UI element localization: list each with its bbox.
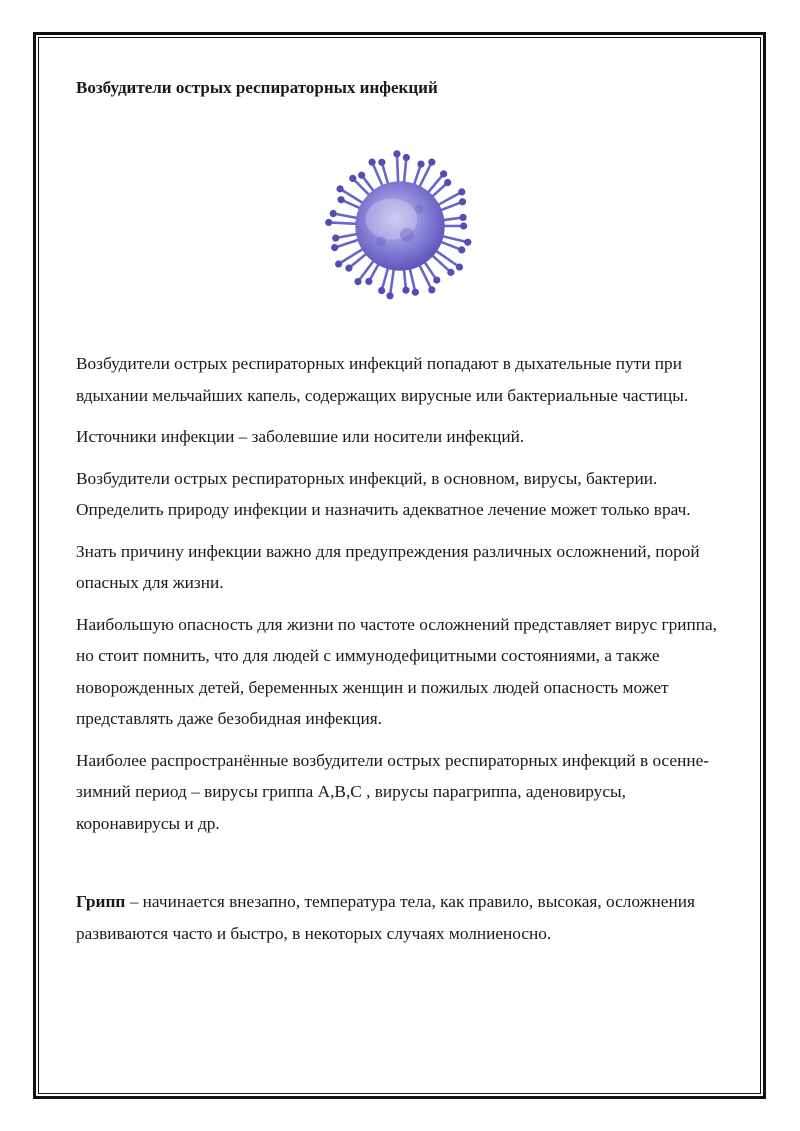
paragraph-1: Возбудители острых респираторных инфекций попадают в дыхательные пути при вдыхании мельчайших капель, содержащих вирусные или бактериальные частицы.	[76, 354, 689, 405]
flu-term: Грипп	[76, 892, 126, 911]
paragraph-4: Знать причину инфекции важно для предупреждения различных осложнений, порой опасных для жизни.	[76, 541, 700, 592]
virus-icon	[314, 140, 486, 312]
paragraph-5: Наибольшую опасность для жизни по частоте осложнений представляет вирус гриппа, но стоит помнить, что для людей с иммунодефицитными состояниями, а также новорожденных детей, беременных женщин и пожилых людей опасность может представлять даже безобидная инфекция.	[76, 614, 717, 728]
flu-paragraph	[76, 886, 726, 949]
paragraph-3: Возбудители острых респираторных инфекций, в основном, вирусы, бактерии. Определить природу инфекции и назначить адекватное лечение может только врач.	[76, 468, 691, 519]
document-title: Возбудители острых респираторных инфекций	[76, 78, 438, 97]
document-body	[76, 76, 726, 949]
paragraph-2: Источники инфекции – заболевшие или носители инфекций.	[76, 427, 525, 446]
flu-text: – начинается внезапно, температура тела, как правило, высокая, осложнения развиваются часто и быстро, в некоторых случаях молниеносно.	[76, 892, 695, 943]
paragraph-6: Наиболее распространённые возбудители острых респираторных инфекций в осенне-зимний период – вирусы гриппа А,В,С , вирусы парагриппа, аденовирусы, коронавирусы и др.	[76, 750, 710, 833]
